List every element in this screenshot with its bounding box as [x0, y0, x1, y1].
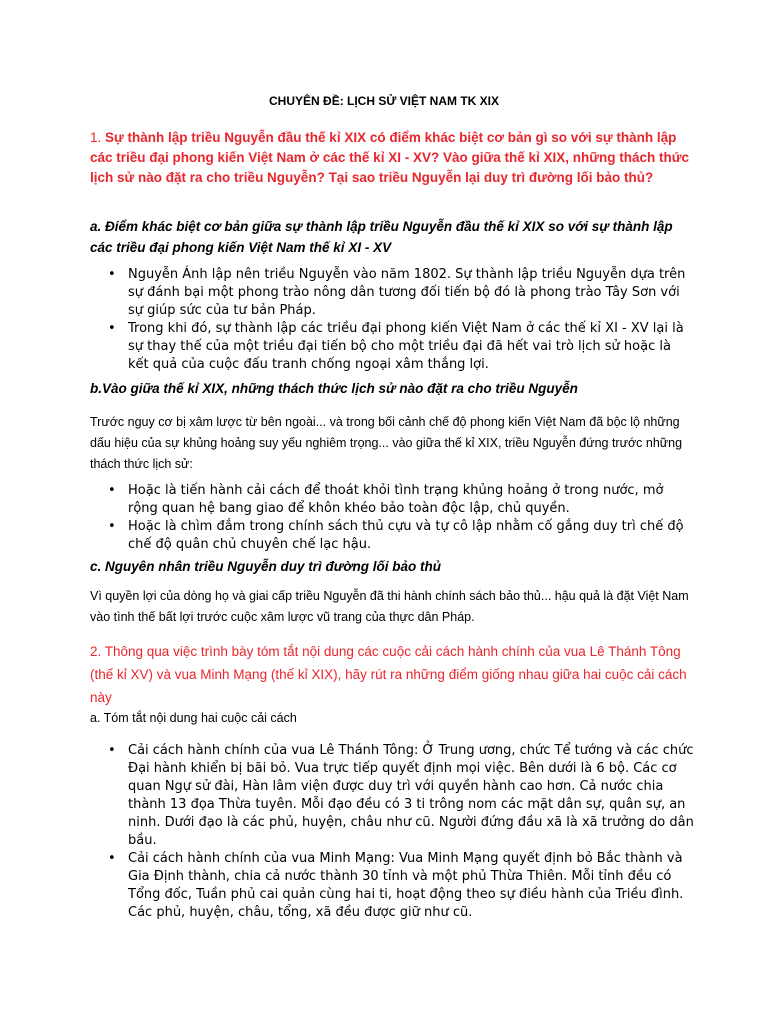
question-1: [90, 128, 690, 188]
list-item: [108, 482, 694, 518]
section-c-paragraph: Vì quyền lợi của dòng họ và giai cấp triều Nguyễn đã thi hành chính sách bảo thủ... hậu quả là đặt Việt Nam vào tình thế bất lợi trước cuộc xâm lược vũ trang của thực dân Pháp.: [90, 589, 689, 624]
section-b-list: [108, 482, 694, 554]
list-item: [108, 850, 694, 922]
bullet-icon: •: [108, 483, 116, 498]
question-1-text: Sự thành lập triều Nguyễn đầu thế kỉ XIX có điểm khác biệt cơ bản gì so với sự thành lập các triều đại phong kiến Việt Nam ở các thế kỉ XI - XV? Vào giữa thế kỉ XIX, những thách thức lịch sử nào đặt ra cho triều Nguyễn? Tại sao triều Nguyễn lại duy trì đường lối bảo thủ?: [90, 130, 690, 185]
section-b-heading: b.Vào giữa thế kỉ XIX, những thách thức lịch sử nào đặt ra cho triều Nguyễn: [90, 381, 578, 396]
list-item: [108, 518, 694, 554]
section-a-list: [108, 266, 694, 374]
section-q2a-list: [108, 742, 694, 922]
bullet-icon: •: [108, 321, 116, 336]
bullet-icon: •: [108, 851, 116, 866]
document-title: CHUYÊN ĐỀ: LỊCH SỬ VIỆT NAM TK XIX: [269, 94, 499, 108]
section-q2a-heading: a. Tóm tắt nội dung hai cuộc cải cách: [90, 711, 297, 725]
list-item-text: Cải cách hành chính của vua Minh Mạng: Vua Minh Mạng quyết định bỏ Bắc thành và Gia Định thành, chia cả nước thành 30 tỉnh và một phủ Thừa Thiên. Mỗi tỉnh đều có Tổng đốc, Tuần phủ cai quản cùng hai ti, hoạt động theo sự điều hành của Triều đình. Các phủ, huyện, châu, tổng, xã đều được giữ như cũ.: [128, 851, 684, 920]
list-item: [108, 320, 694, 374]
question-2: 2. Thông qua việc trình bày tóm tắt nội dung các cuộc cải cách hành chính của vua Lê Thánh Tông (thế kỉ XV) và vua Minh Mạng (thế kỉ XIX), hãy rút ra những điểm giống nhau giữa hai cuộc cải cách này: [90, 644, 687, 705]
list-item: [108, 742, 694, 850]
list-item-text: Trong khi đó, sự thành lập các triều đại phong kiến Việt Nam ở các thế kỉ XI - XV lại là sự thay thế của một triều đại tiến bộ cho một triều đại đã hết vai trò lịch sử hoặc là kết quả của cuộc đấu tranh chống ngoại xâm thắng lợi.: [128, 321, 684, 372]
bullet-icon: •: [108, 743, 116, 758]
list-item: [108, 266, 694, 320]
list-item-text: Hoặc là chìm đắm trong chính sách thủ cựu và tự cô lập nhằm cố gắng duy trì chế độ chế độ quân chủ chuyên chế lạc hậu.: [128, 519, 684, 552]
section-c-heading: c. Nguyên nhân triều Nguyễn duy trì đường lối bảo thủ: [90, 559, 441, 574]
section-b-paragraph: Trước nguy cơ bị xâm lược từ bên ngoài... và trong bối cảnh chế độ phong kiến Việt Nam đã bộc lộ những dấu hiệu của sự khủng hoảng suy yếu nghiêm trọng... vào giữa thế kỉ XIX, triều Nguyễn đứng trước những thách thức lịch sử:: [90, 415, 683, 471]
list-item-text: Cải cách hành chính của vua Lê Thánh Tông: Ở Trung ương, chức Tể tướng và các chức Đại hành khiển bị bãi bỏ. Vua trực tiếp quyết định mọi việc. Bên dưới là 6 bộ. Các cơ quan Ngự sử đài, Hàn lâm viện được duy trì với quyền hành cao hơn. Cả nước chia thành 13 đọa Thừa tuyên. Mỗi đạo đều có 3 ti trông nom các mặt dân sự, quân sự, an ninh. Dưới đạo là các phủ, huyện, châu như cũ. Người đứng đầu xã là xã trưởng do dân bầu.: [128, 743, 694, 848]
list-item-text: Hoặc là tiến hành cải cách để thoát khỏi tình trạng khủng hoảng ở trong nước, mở rộng quan hệ bang giao để khôn khéo bảo toàn độc lập, chủ quyền.: [128, 483, 664, 516]
question-1-number: 1.: [90, 130, 106, 145]
section-a-heading: a. Điểm khác biệt cơ bản giữa sự thành lập triều Nguyễn đầu thế kỉ XIX so với sự thành lập các triều đại phong kiến Việt Nam thế kỉ XI - XV: [90, 219, 673, 255]
bullet-icon: •: [108, 267, 116, 282]
list-item-text: Nguyễn Ánh lập nên triều Nguyễn vào năm 1802. Sự thành lập triều Nguyễn dựa trên sự đánh bại một phong trào nông dân tương đối tiến bộ đó là phong trào Tây Sơn với sự giúp sức của tư bản Pháp.: [128, 267, 686, 318]
bullet-icon: •: [108, 519, 116, 534]
